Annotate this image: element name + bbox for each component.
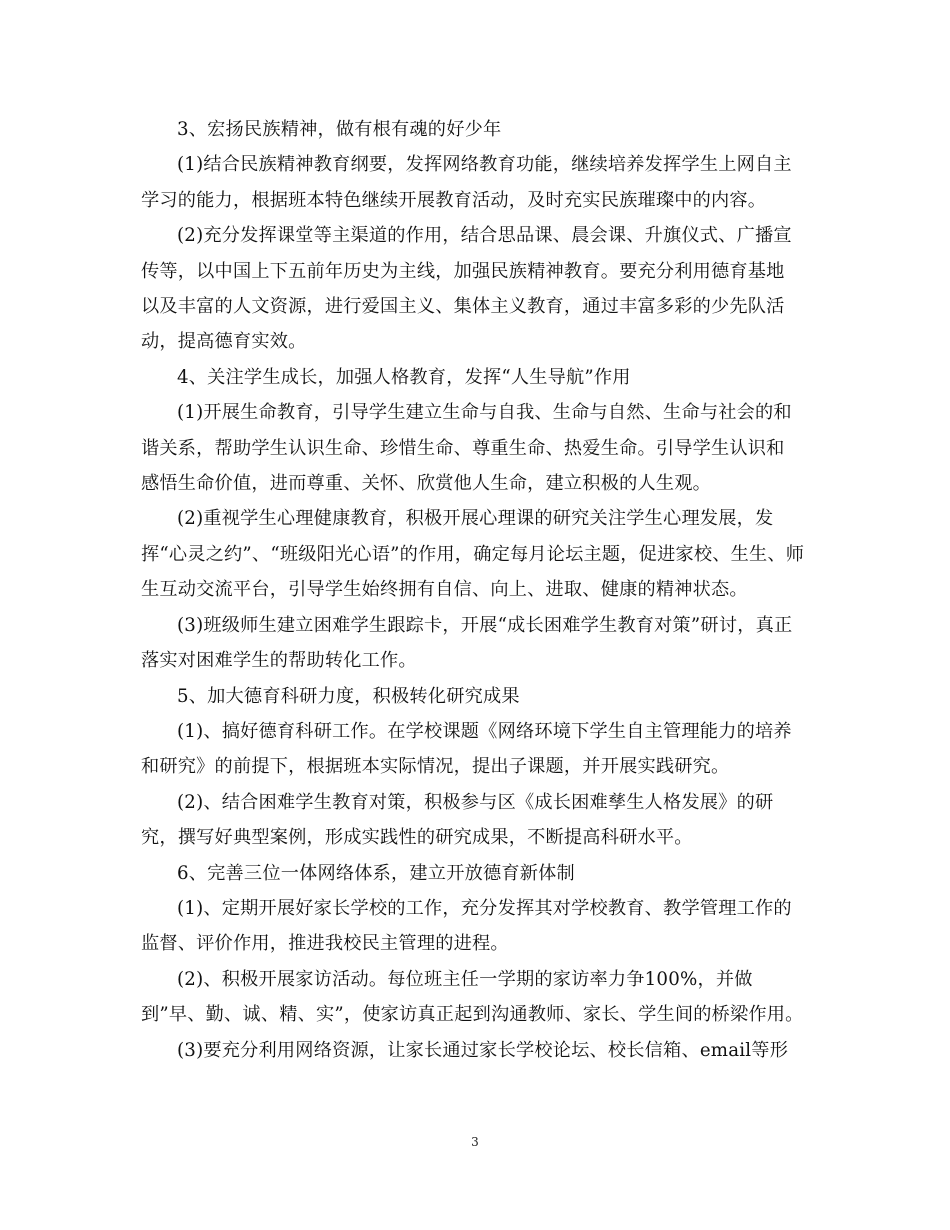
paragraph-line: 传等，以中国上下五前年历史为主线，加强民族精神教育。要充分利用德育基地 — [141, 260, 785, 282]
paragraph-line: 和研究》的前提下，根据班本实际情况，提出子课题，并开展实践研究。 — [141, 756, 730, 778]
paragraph-line: (1)开展生命教育，引导学生建立生命与自我、生命与自然、生命与社会的和 — [177, 402, 792, 424]
paragraph-line: 4、关注学生成长，加强人格教育，发挥“人生导航”作用 — [177, 366, 631, 388]
paragraph — [141, 218, 811, 360]
paragraph — [141, 147, 811, 218]
paragraph-line: (2)重视学生心理健康教育，积极开展心理课的研究关注学生心理发展，发 — [177, 508, 774, 530]
paragraph-line: 监督、评价作用，推进我校民主管理的进程。 — [141, 933, 509, 955]
paragraph-line: (1)结合民族精神教育纲要，发挥网络教育功能，继续培养发挥学生上网自主 — [177, 154, 792, 176]
paragraph-line: 5、加大德育科研力度，积极转化研究成果 — [177, 685, 520, 707]
paragraph-line: (2)、积极开展家访活动。每位班主任一学期的家访率力争100%，并做 — [177, 968, 753, 990]
paragraph-line: (3)要充分利用网络资源，让家长通过家长学校论坛、校长信箱、email等形 — [177, 1039, 789, 1061]
paragraph-line: (3)班级师生建立困难学生跟踪卡，开展“成长困难学生教育对策”研讨，真正 — [177, 614, 793, 636]
paragraph-line: 感悟生命价值，进而尊重、关怀、欣赏他人生命，建立积极的人生观。 — [141, 473, 712, 495]
paragraph — [141, 395, 811, 501]
paragraph-line: 落实对困难学生的帮助转化工作。 — [141, 650, 417, 672]
paragraph — [141, 360, 811, 395]
paragraph-line: 究，撰写好典型案例，形成实践性的研究成果，不断提高科研水平。 — [141, 827, 693, 849]
paragraph — [141, 679, 811, 714]
paragraph-line: (2)充分发挥课堂等主渠道的作用，结合思品课、晨会课、升旗仪式、广播宣 — [177, 225, 792, 247]
paragraph — [141, 785, 811, 856]
paragraph-line: 6、完善三位一体网络体系，建立开放德育新体制 — [177, 862, 575, 884]
page-number: 3 — [471, 1135, 479, 1149]
paragraph-line: 动，提高德育实效。 — [141, 331, 307, 353]
paragraph-line: (1)、定期开展好家长学校的工作，充分发挥其对学校教育、教学管理工作的 — [177, 897, 792, 919]
paragraph — [141, 501, 811, 607]
paragraph — [141, 856, 811, 891]
document-body — [141, 112, 811, 1068]
paragraph — [141, 891, 811, 962]
paragraph-line: (1)、搞好德育科研工作。在学校课题《网络环境下学生自主管理能力的培养 — [177, 720, 792, 742]
paragraph-line: 到”早、勤、诚、精、实”，使家访真正起到沟通教师、家长、学生间的桥梁作用。 — [141, 1004, 804, 1026]
paragraph-line: 挥“心灵之约”、“班级阳光心语”的作用，确定每月论坛主题，促进家校、生生、师 — [141, 543, 805, 565]
paragraph-line: (2)、结合困难学生教育对策，积极参与区《成长困难孳生人格发展》的研 — [177, 791, 774, 813]
paragraph — [141, 608, 811, 679]
paragraph-line: 谐关系，帮助学生认识生命、珍惜生命、尊重生命、热爱生命。引导学生认识和 — [141, 437, 785, 459]
paragraph — [141, 1033, 811, 1068]
paragraph — [141, 714, 811, 785]
paragraph-line: 生互动交流平台，引导学生始终拥有自信、向上、进取、健康的精神状态。 — [141, 579, 748, 601]
paragraph-line: 学习的能力，根据班本特色继续开展教育活动，及时充实民族璀璨中的内容。 — [141, 189, 767, 211]
paragraph-line: 3、宏扬民族精神，做有根有魂的好少年 — [177, 119, 502, 140]
paragraph-line: 以及丰富的人文资源，进行爱国主义、集体主义教育，通过丰富多彩的少先队活 — [141, 296, 785, 318]
paragraph — [141, 962, 811, 1033]
paragraph — [141, 112, 811, 147]
